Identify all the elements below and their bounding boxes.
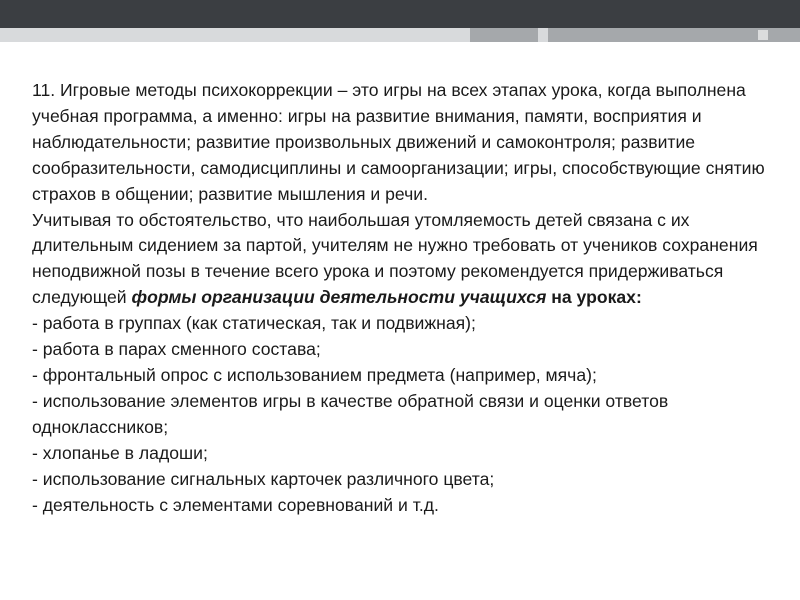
recommendation-emphasis: формы организации деятельности учащихся: [131, 287, 547, 308]
slide-body: [32, 78, 772, 518]
slide-top-bar: [0, 0, 800, 28]
list-item: - использование сигнальных карточек различного цвета;: [32, 468, 495, 489]
accent-square-icon: [758, 30, 768, 40]
list-item: - хлопанье в ладоши;: [32, 442, 208, 463]
list-item: - работа в группах (как статическая, так и подвижная);: [32, 313, 476, 334]
list-item: - использование элементов игры в качестве обратной связи и оценки ответов одноклассников;: [32, 390, 669, 437]
list-item: - деятельность с элементами соревнований и т.д.: [32, 494, 439, 515]
accent-block-left: [470, 28, 538, 42]
list-item: - фронтальный опрос с использованием предмета (например, мяча);: [32, 364, 597, 385]
paragraph-methods: 11. Игровые методы психокоррекции – это игры на всех этапах урока, когда выполнена учебная программа, а именно: игры на развитие внимания, памяти, восприятия и наблюдательности; развитие произвольных движений и самоконтроля; развитие сообразительности, самодисциплины и самоорганизации; игры, способствующие снятию страхов в общении; развитие мышления и речи.: [32, 80, 765, 204]
forms-list: [32, 311, 772, 518]
paragraph-recommendation: [32, 208, 772, 312]
recommendation-tail: на уроках:: [546, 287, 642, 308]
list-item: - работа в парах сменного состава;: [32, 339, 321, 360]
recommendation-intro: Учитывая то обстоятельство, что наибольшая утомляемость детей связана с их длительным сидением за партой, учителям не нужно требовать от учеников сохранения неподвижной позы в течение всего урока и поэтому рекомендуется придерживаться следующей: [32, 209, 758, 308]
